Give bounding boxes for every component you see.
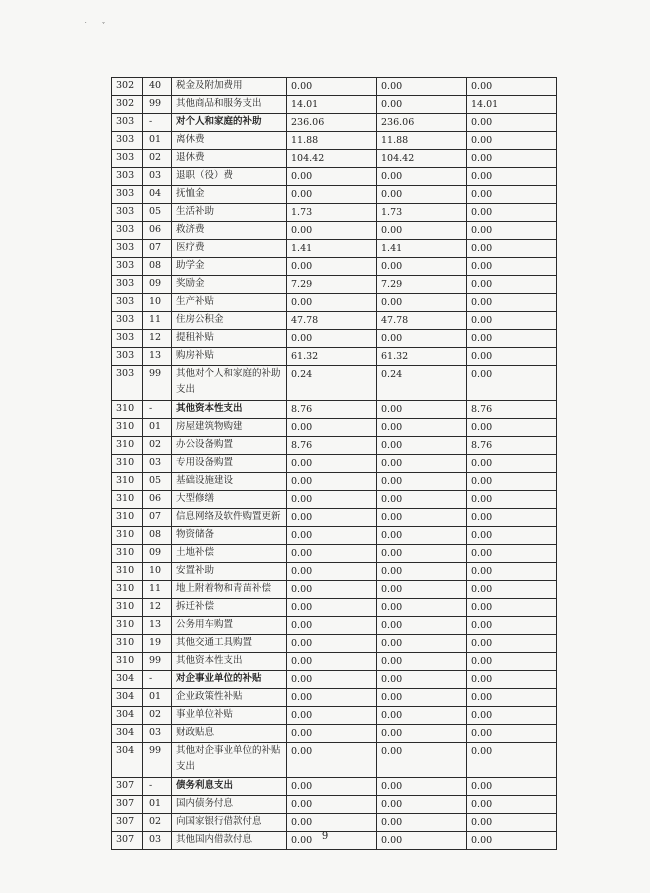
total-amount-cell: 0.00	[287, 635, 377, 653]
item-code-cell: 13	[143, 348, 172, 366]
table-row	[112, 96, 557, 114]
project-expenditure-cell: 0.00	[467, 168, 557, 186]
item-name-cell: 土地补偿	[172, 545, 287, 563]
category-code-cell: 310	[112, 599, 143, 617]
table-row	[112, 581, 557, 599]
item-code-cell: 02	[143, 150, 172, 168]
total-amount-cell: 0.00	[287, 778, 377, 796]
table-row	[112, 689, 557, 707]
table-row	[112, 168, 557, 186]
category-code-cell: 303	[112, 312, 143, 330]
category-code-cell: 310	[112, 419, 143, 437]
basic-expenditure-cell: 104.42	[377, 150, 467, 168]
project-expenditure-cell: 0.00	[467, 222, 557, 240]
project-expenditure-cell: 0.00	[467, 509, 557, 527]
category-code-cell: 303	[112, 294, 143, 312]
table-row	[112, 294, 557, 312]
item-code-cell: 01	[143, 689, 172, 707]
basic-expenditure-cell: 0.00	[377, 778, 467, 796]
basic-expenditure-cell: 0.00	[377, 78, 467, 96]
project-expenditure-cell: 0.00	[467, 330, 557, 348]
table-row	[112, 563, 557, 581]
item-code-cell: 13	[143, 617, 172, 635]
item-name-cell: 国内债务付息	[172, 796, 287, 814]
total-amount-cell: 0.00	[287, 455, 377, 473]
basic-expenditure-cell: 11.88	[377, 132, 467, 150]
total-amount-cell: 11.88	[287, 132, 377, 150]
item-name-cell: 公务用车购置	[172, 617, 287, 635]
budget-table	[111, 77, 557, 850]
basic-expenditure-cell: 0.00	[377, 419, 467, 437]
category-code-cell: 310	[112, 635, 143, 653]
item-name-cell: 专用设备购置	[172, 455, 287, 473]
category-code-cell: 303	[112, 258, 143, 276]
basic-expenditure-cell: 0.00	[377, 437, 467, 455]
item-code-cell: 04	[143, 186, 172, 204]
project-expenditure-cell: 8.76	[467, 401, 557, 419]
item-name-cell: 其他商品和服务支出	[172, 96, 287, 114]
table-row	[112, 635, 557, 653]
total-amount-cell: 0.00	[287, 653, 377, 671]
item-code-cell: 02	[143, 437, 172, 455]
item-code-cell: 11	[143, 581, 172, 599]
project-expenditure-cell: 0.00	[467, 707, 557, 725]
item-code-cell: 19	[143, 635, 172, 653]
total-amount-cell: 236.06	[287, 114, 377, 132]
table-row	[112, 796, 557, 814]
total-amount-cell: 0.00	[287, 743, 377, 778]
basic-expenditure-cell: 0.00	[377, 96, 467, 114]
project-expenditure-cell: 0.00	[467, 563, 557, 581]
category-code-cell: 310	[112, 653, 143, 671]
total-amount-cell: 8.76	[287, 437, 377, 455]
basic-expenditure-cell: 1.41	[377, 240, 467, 258]
basic-expenditure-cell: 0.00	[377, 294, 467, 312]
total-amount-cell: 14.01	[287, 96, 377, 114]
project-expenditure-cell: 0.00	[467, 743, 557, 778]
item-code-cell: 06	[143, 222, 172, 240]
table-row	[112, 78, 557, 96]
project-expenditure-cell: 0.00	[467, 473, 557, 491]
item-name-cell: 其他交通工具购置	[172, 635, 287, 653]
table-row	[112, 599, 557, 617]
item-name-cell: 住房公积金	[172, 312, 287, 330]
project-expenditure-cell: 0.00	[467, 366, 557, 401]
total-amount-cell: 1.73	[287, 204, 377, 222]
category-code-cell: 303	[112, 276, 143, 294]
table-row	[112, 114, 557, 132]
total-amount-cell: 0.00	[287, 617, 377, 635]
item-code-cell: 03	[143, 832, 172, 850]
total-amount-cell: 0.00	[287, 671, 377, 689]
total-amount-cell: 0.00	[287, 527, 377, 545]
category-code-cell: 303	[112, 186, 143, 204]
basic-expenditure-cell: 0.00	[377, 707, 467, 725]
total-amount-cell: 0.00	[287, 707, 377, 725]
total-amount-cell: 0.00	[287, 832, 377, 850]
item-name-cell: 房屋建筑物购建	[172, 419, 287, 437]
item-name-cell: 事业单位补贴	[172, 707, 287, 725]
total-amount-cell: 0.00	[287, 294, 377, 312]
basic-expenditure-cell: 0.00	[377, 455, 467, 473]
total-amount-cell: 1.41	[287, 240, 377, 258]
item-code-cell: 07	[143, 240, 172, 258]
item-name-cell: 向国家银行借款付息	[172, 814, 287, 832]
table-row	[112, 348, 557, 366]
basic-expenditure-cell: 47.78	[377, 312, 467, 330]
basic-expenditure-cell: 0.00	[377, 635, 467, 653]
item-name-cell: 抚恤金	[172, 186, 287, 204]
table-row	[112, 778, 557, 796]
item-code-cell: 01	[143, 796, 172, 814]
basic-expenditure-cell: 7.29	[377, 276, 467, 294]
basic-expenditure-cell: 61.32	[377, 348, 467, 366]
table-row	[112, 545, 557, 563]
category-code-cell: 303	[112, 204, 143, 222]
total-amount-cell: 104.42	[287, 150, 377, 168]
basic-expenditure-cell: 0.00	[377, 814, 467, 832]
item-code-cell: -	[143, 114, 172, 132]
project-expenditure-cell: 0.00	[467, 132, 557, 150]
category-code-cell: 304	[112, 707, 143, 725]
category-code-cell: 302	[112, 78, 143, 96]
total-amount-cell: 0.00	[287, 689, 377, 707]
project-expenditure-cell: 0.00	[467, 240, 557, 258]
scan-mark: ˙ ˇ	[84, 22, 112, 30]
item-code-cell: 05	[143, 204, 172, 222]
basic-expenditure-cell: 0.00	[377, 581, 467, 599]
item-code-cell: 99	[143, 96, 172, 114]
item-name-cell: 信息网络及软件购置更新	[172, 509, 287, 527]
item-code-cell: 03	[143, 455, 172, 473]
table-row	[112, 707, 557, 725]
category-code-cell: 307	[112, 814, 143, 832]
item-name-cell: 助学金	[172, 258, 287, 276]
project-expenditure-cell: 8.76	[467, 437, 557, 455]
table-row	[112, 491, 557, 509]
table-row	[112, 814, 557, 832]
table-row	[112, 330, 557, 348]
item-code-cell: 40	[143, 78, 172, 96]
basic-expenditure-cell: 0.00	[377, 689, 467, 707]
item-name-cell: 物资储备	[172, 527, 287, 545]
basic-expenditure-cell: 0.00	[377, 473, 467, 491]
project-expenditure-cell: 0.00	[467, 455, 557, 473]
item-code-cell: 99	[143, 366, 172, 401]
category-code-cell: 310	[112, 473, 143, 491]
project-expenditure-cell: 0.00	[467, 348, 557, 366]
table-row	[112, 437, 557, 455]
category-code-cell: 304	[112, 725, 143, 743]
category-code-cell: 303	[112, 168, 143, 186]
item-code-cell: 09	[143, 276, 172, 294]
total-amount-cell: 0.00	[287, 78, 377, 96]
total-amount-cell: 47.78	[287, 312, 377, 330]
total-amount-cell: 0.00	[287, 491, 377, 509]
category-code-cell: 303	[112, 222, 143, 240]
basic-expenditure-cell: 0.00	[377, 509, 467, 527]
basic-expenditure-cell: 0.00	[377, 330, 467, 348]
table-row	[112, 653, 557, 671]
category-code-cell: 303	[112, 150, 143, 168]
category-code-cell: 304	[112, 743, 143, 778]
item-code-cell: 03	[143, 168, 172, 186]
total-amount-cell: 7.29	[287, 276, 377, 294]
basic-expenditure-cell: 0.24	[377, 366, 467, 401]
project-expenditure-cell: 0.00	[467, 581, 557, 599]
category-code-cell: 302	[112, 96, 143, 114]
item-code-cell: 07	[143, 509, 172, 527]
category-code-cell: 307	[112, 778, 143, 796]
item-name-cell: 购房补贴	[172, 348, 287, 366]
page-number: 9	[321, 831, 329, 842]
table-row	[112, 509, 557, 527]
item-name-cell: 退休费	[172, 150, 287, 168]
item-name-cell: 其他资本性支出	[172, 401, 287, 419]
total-amount-cell: 0.00	[287, 419, 377, 437]
item-name-cell: 奖励金	[172, 276, 287, 294]
item-name-cell: 拆迁补偿	[172, 599, 287, 617]
item-code-cell: 08	[143, 527, 172, 545]
table-row	[112, 258, 557, 276]
total-amount-cell: 0.00	[287, 222, 377, 240]
basic-expenditure-cell: 0.00	[377, 671, 467, 689]
total-amount-cell: 61.32	[287, 348, 377, 366]
table-row	[112, 222, 557, 240]
basic-expenditure-cell: 0.00	[377, 258, 467, 276]
item-code-cell: 10	[143, 294, 172, 312]
category-code-cell: 303	[112, 366, 143, 401]
category-code-cell: 310	[112, 581, 143, 599]
category-code-cell: 303	[112, 330, 143, 348]
total-amount-cell: 0.00	[287, 168, 377, 186]
project-expenditure-cell: 0.00	[467, 312, 557, 330]
project-expenditure-cell: 0.00	[467, 617, 557, 635]
table-row	[112, 743, 557, 778]
item-name-cell: 对个人和家庭的补助	[172, 114, 287, 132]
item-name-cell: 其他对企事业单位的补贴支出	[172, 743, 287, 778]
basic-expenditure-cell: 0.00	[377, 527, 467, 545]
basic-expenditure-cell: 0.00	[377, 832, 467, 850]
project-expenditure-cell: 0.00	[467, 671, 557, 689]
table-row	[112, 204, 557, 222]
project-expenditure-cell: 0.00	[467, 186, 557, 204]
total-amount-cell: 0.00	[287, 599, 377, 617]
project-expenditure-cell: 0.00	[467, 294, 557, 312]
item-code-cell: 09	[143, 545, 172, 563]
category-code-cell: 310	[112, 401, 143, 419]
item-name-cell: 其他国内借款付息	[172, 832, 287, 850]
project-expenditure-cell: 0.00	[467, 725, 557, 743]
project-expenditure-cell: 0.00	[467, 419, 557, 437]
category-code-cell: 303	[112, 240, 143, 258]
project-expenditure-cell: 0.00	[467, 491, 557, 509]
item-name-cell: 基础设施建设	[172, 473, 287, 491]
item-name-cell: 财政贴息	[172, 725, 287, 743]
item-code-cell: 11	[143, 312, 172, 330]
basic-expenditure-cell: 0.00	[377, 796, 467, 814]
item-name-cell: 提租补贴	[172, 330, 287, 348]
basic-expenditure-cell: 0.00	[377, 186, 467, 204]
table-row	[112, 366, 557, 401]
item-code-cell: -	[143, 671, 172, 689]
item-name-cell: 其他资本性支出	[172, 653, 287, 671]
category-code-cell: 310	[112, 491, 143, 509]
project-expenditure-cell: 0.00	[467, 114, 557, 132]
category-code-cell: 310	[112, 617, 143, 635]
table-row	[112, 671, 557, 689]
item-name-cell: 救济费	[172, 222, 287, 240]
project-expenditure-cell: 0.00	[467, 796, 557, 814]
item-name-cell: 大型修缮	[172, 491, 287, 509]
basic-expenditure-cell: 0.00	[377, 491, 467, 509]
item-code-cell: -	[143, 778, 172, 796]
item-code-cell: 99	[143, 743, 172, 778]
item-name-cell: 安置补助	[172, 563, 287, 581]
project-expenditure-cell: 0.00	[467, 689, 557, 707]
item-name-cell: 地上附着物和青苗补偿	[172, 581, 287, 599]
item-code-cell: 02	[143, 707, 172, 725]
category-code-cell: 310	[112, 527, 143, 545]
item-name-cell: 医疗费	[172, 240, 287, 258]
category-code-cell: 304	[112, 671, 143, 689]
item-name-cell: 离休费	[172, 132, 287, 150]
category-code-cell: 303	[112, 114, 143, 132]
item-code-cell: 12	[143, 599, 172, 617]
basic-expenditure-cell: 1.73	[377, 204, 467, 222]
item-name-cell: 生产补贴	[172, 294, 287, 312]
table-row	[112, 455, 557, 473]
table-row	[112, 132, 557, 150]
item-name-cell: 退职（役）费	[172, 168, 287, 186]
category-code-cell: 303	[112, 132, 143, 150]
item-code-cell: 99	[143, 653, 172, 671]
table-row	[112, 419, 557, 437]
item-code-cell: 02	[143, 814, 172, 832]
project-expenditure-cell: 0.00	[467, 150, 557, 168]
project-expenditure-cell: 0.00	[467, 78, 557, 96]
basic-expenditure-cell: 0.00	[377, 563, 467, 581]
category-code-cell: 307	[112, 832, 143, 850]
basic-expenditure-cell: 0.00	[377, 743, 467, 778]
item-code-cell: 06	[143, 491, 172, 509]
table-row	[112, 401, 557, 419]
category-code-cell: 310	[112, 455, 143, 473]
table-row	[112, 725, 557, 743]
total-amount-cell: 8.76	[287, 401, 377, 419]
total-amount-cell: 0.00	[287, 796, 377, 814]
table-row	[112, 240, 557, 258]
item-name-cell: 办公设备购置	[172, 437, 287, 455]
basic-expenditure-cell: 0.00	[377, 599, 467, 617]
item-name-cell: 其他对个人和家庭的补助支出	[172, 366, 287, 401]
project-expenditure-cell: 0.00	[467, 778, 557, 796]
total-amount-cell: 0.00	[287, 509, 377, 527]
project-expenditure-cell: 0.00	[467, 527, 557, 545]
item-name-cell: 生活补助	[172, 204, 287, 222]
category-code-cell: 310	[112, 545, 143, 563]
table-row	[112, 527, 557, 545]
project-expenditure-cell: 0.00	[467, 204, 557, 222]
budget-table-body	[112, 78, 557, 850]
item-name-cell: 债务利息支出	[172, 778, 287, 796]
table-row	[112, 473, 557, 491]
basic-expenditure-cell: 0.00	[377, 725, 467, 743]
total-amount-cell: 0.24	[287, 366, 377, 401]
table-row	[112, 186, 557, 204]
total-amount-cell: 0.00	[287, 814, 377, 832]
category-code-cell: 304	[112, 689, 143, 707]
project-expenditure-cell: 0.00	[467, 653, 557, 671]
project-expenditure-cell: 14.01	[467, 96, 557, 114]
category-code-cell: 310	[112, 563, 143, 581]
item-code-cell: 01	[143, 419, 172, 437]
item-code-cell: -	[143, 401, 172, 419]
item-name-cell: 对企事业单位的补贴	[172, 671, 287, 689]
table-row	[112, 150, 557, 168]
basic-expenditure-cell: 0.00	[377, 617, 467, 635]
item-code-cell: 12	[143, 330, 172, 348]
item-name-cell: 税金及附加费用	[172, 78, 287, 96]
basic-expenditure-cell: 0.00	[377, 168, 467, 186]
item-code-cell: 08	[143, 258, 172, 276]
item-code-cell: 10	[143, 563, 172, 581]
basic-expenditure-cell: 0.00	[377, 545, 467, 563]
project-expenditure-cell: 0.00	[467, 258, 557, 276]
project-expenditure-cell: 0.00	[467, 276, 557, 294]
total-amount-cell: 0.00	[287, 330, 377, 348]
category-code-cell: 303	[112, 348, 143, 366]
category-code-cell: 310	[112, 437, 143, 455]
basic-expenditure-cell: 0.00	[377, 401, 467, 419]
project-expenditure-cell: 0.00	[467, 545, 557, 563]
table-row	[112, 276, 557, 294]
total-amount-cell: 0.00	[287, 258, 377, 276]
project-expenditure-cell: 0.00	[467, 635, 557, 653]
basic-expenditure-cell: 0.00	[377, 653, 467, 671]
project-expenditure-cell: 0.00	[467, 814, 557, 832]
total-amount-cell: 0.00	[287, 473, 377, 491]
basic-expenditure-cell: 236.06	[377, 114, 467, 132]
table-row	[112, 312, 557, 330]
item-name-cell: 企业政策性补贴	[172, 689, 287, 707]
total-amount-cell: 0.00	[287, 581, 377, 599]
total-amount-cell: 0.00	[287, 563, 377, 581]
project-expenditure-cell: 0.00	[467, 832, 557, 850]
total-amount-cell: 0.00	[287, 725, 377, 743]
item-code-cell: 01	[143, 132, 172, 150]
item-code-cell: 05	[143, 473, 172, 491]
category-code-cell: 307	[112, 796, 143, 814]
category-code-cell: 310	[112, 509, 143, 527]
total-amount-cell: 0.00	[287, 545, 377, 563]
basic-expenditure-cell: 0.00	[377, 222, 467, 240]
total-amount-cell: 0.00	[287, 186, 377, 204]
table-row	[112, 617, 557, 635]
project-expenditure-cell: 0.00	[467, 599, 557, 617]
item-code-cell: 03	[143, 725, 172, 743]
